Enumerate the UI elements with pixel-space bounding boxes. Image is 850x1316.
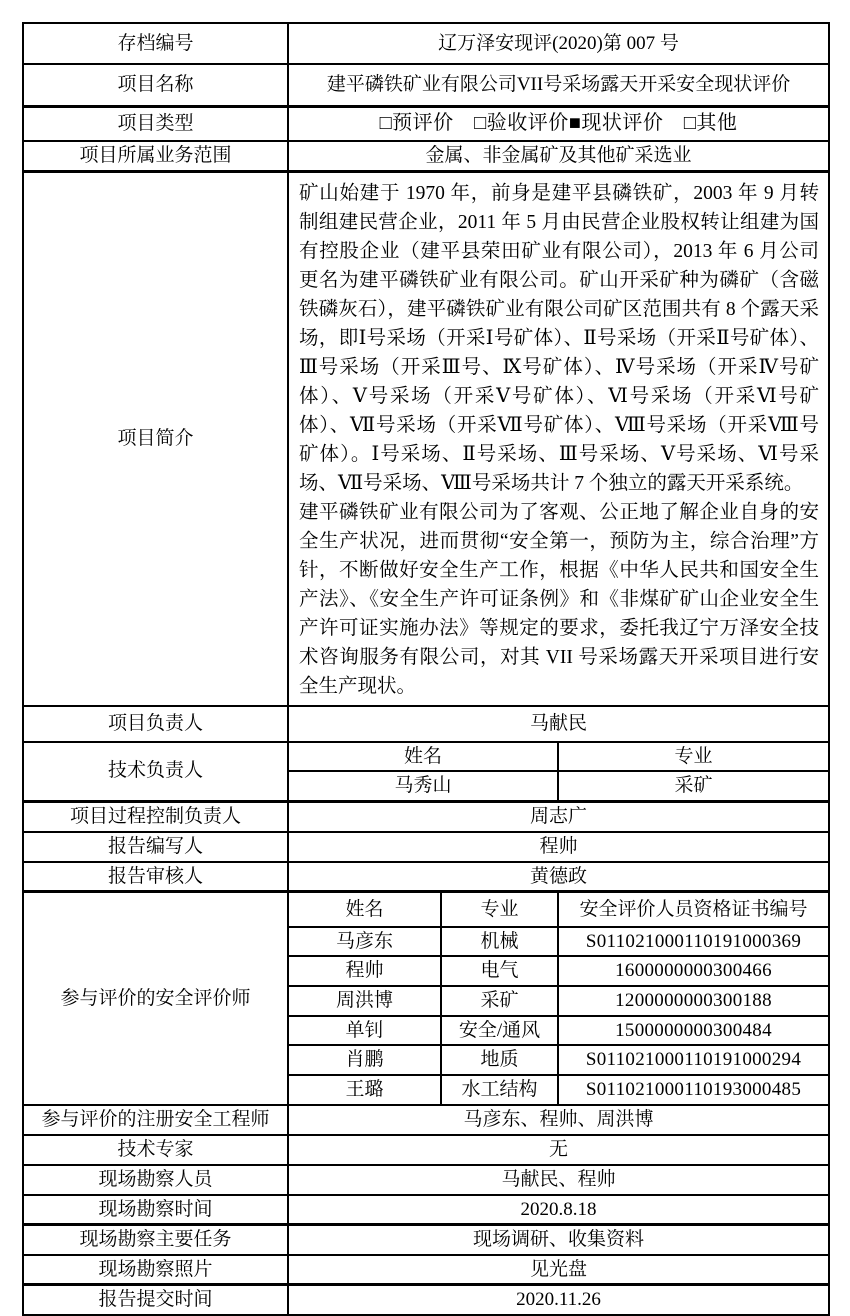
evaluator-major: 安全/通风 xyxy=(441,1016,558,1046)
project-intro-text xyxy=(288,171,829,706)
row-business-scope xyxy=(23,141,829,171)
evaluators-header-name: 姓名 xyxy=(288,892,441,927)
project-intro-label: 项目简介 xyxy=(23,171,288,706)
row-tech-leader-headers xyxy=(23,742,829,772)
tech-experts-value: 无 xyxy=(288,1135,829,1165)
survey-tasks-value: 现场调研、收集资料 xyxy=(288,1225,829,1255)
evaluator-major: 电气 xyxy=(441,956,558,986)
row-archive-no xyxy=(23,23,829,64)
row-evaluators-header xyxy=(23,892,829,927)
row-report-submit-time xyxy=(23,1285,829,1315)
archive-no-label: 存档编号 xyxy=(23,23,288,64)
report-writer-label: 报告编写人 xyxy=(23,832,288,862)
project-intro-paragraph-1: 矿山始建于 1970 年，前身是建平县磷铁矿，2003 年 9 月转制组建民营企业，2011 年 5 月由民营企业股权转让组建为国有控股企业（建平县荣田矿业有限公司），2013 年 6 月公司更名为建平磷铁矿业有限公司。矿山开采矿种为磷矿（含磁铁磷灰石），建平磷铁矿业有限公司矿区范围共有 8 个露天采场，即Ⅰ号采场（开采Ⅰ号矿体）、Ⅱ号采场（开采Ⅱ号矿体）、Ⅲ号采场（开采Ⅲ号、Ⅸ号矿体）、Ⅳ号采场（开采Ⅳ号矿体）、Ⅴ号采场（开采Ⅴ号矿体）、Ⅵ号采场（开采Ⅵ号矿体）、Ⅶ号采场（开采Ⅶ号矿体）、Ⅷ号采场（开采Ⅷ号矿体）。Ⅰ号采场、Ⅱ号采场、Ⅲ号采场、Ⅴ号采场、Ⅵ号采场、Ⅶ号采场、Ⅷ号采场共计 7 个独立的露天开采系统。 xyxy=(299,182,820,494)
tech-leader-major-header: 专业 xyxy=(558,742,829,772)
process-control-value: 周志广 xyxy=(288,801,829,831)
report-reviewer-value: 黄德政 xyxy=(288,862,829,892)
report-reviewer-label: 报告审核人 xyxy=(23,862,288,892)
evaluator-name: 程帅 xyxy=(288,956,441,986)
evaluator-cert-no: 1600000000300466 xyxy=(558,956,829,986)
project-intro-paragraph-2: 建平磷铁矿业有限公司为了客观、公正地了解企业自身的安全生产状况，进而贯彻“安全第一，预防为主，综合治理”方针，不断做好安全生产工作，根据《中华人民共和国安全生产法》、《安全生产许可证条例》和《非煤矿矿山企业安全生产许可证实施办法》等规定的要求，委托我辽宁万泽安全技术咨询服务有限公司，对其 VII 号采场露天开采项目进行安全生产现状。 xyxy=(299,501,820,697)
survey-tasks-label: 现场勘察主要任务 xyxy=(23,1225,288,1255)
project-type-label: 项目类型 xyxy=(23,106,288,141)
project-leader-label: 项目负责人 xyxy=(23,706,288,742)
evaluator-cert-no: 1500000000300484 xyxy=(558,1016,829,1046)
survey-staff-value: 马献民、程帅 xyxy=(288,1165,829,1195)
business-scope-value: 金属、非金属矿及其他矿采选业 xyxy=(288,141,829,171)
process-control-label: 项目过程控制负责人 xyxy=(23,801,288,831)
evaluator-name: 周洪博 xyxy=(288,986,441,1016)
project-type-checkboxes: □预评价 □验收评价■现状评价 □其他 xyxy=(288,106,829,141)
survey-photos-label: 现场勘察照片 xyxy=(23,1255,288,1285)
report-writer-value: 程帅 xyxy=(288,832,829,862)
tech-leader-name-header: 姓名 xyxy=(288,742,558,772)
project-leader-value: 马献民 xyxy=(288,706,829,742)
project-name-label: 项目名称 xyxy=(23,64,288,106)
row-project-intro xyxy=(23,171,829,706)
evaluator-major: 采矿 xyxy=(441,986,558,1016)
row-project-name xyxy=(23,64,829,106)
report-submit-time-label: 报告提交时间 xyxy=(23,1285,288,1315)
evaluator-cert-no: 1200000000300188 xyxy=(558,986,829,1016)
archive-no-value: 辽万泽安现评(2020)第 007 号 xyxy=(288,23,829,64)
row-survey-photos xyxy=(23,1255,829,1285)
evaluator-name: 王璐 xyxy=(288,1075,441,1105)
tech-experts-label: 技术专家 xyxy=(23,1135,288,1165)
evaluator-cert-no: S011021000110191000294 xyxy=(558,1045,829,1075)
evaluator-cert-no: S011021000110191000369 xyxy=(558,927,829,957)
evaluator-major: 机械 xyxy=(441,927,558,957)
evaluator-cert-no: S011021000110193000485 xyxy=(558,1075,829,1105)
survey-time-label: 现场勘察时间 xyxy=(23,1195,288,1225)
registered-engineers-label: 参与评价的注册安全工程师 xyxy=(23,1105,288,1135)
tech-leader-major: 采矿 xyxy=(558,771,829,801)
evaluator-name: 肖鹏 xyxy=(288,1045,441,1075)
row-project-type xyxy=(23,106,829,141)
evaluators-header-cert-no: 安全评价人员资格证书编号 xyxy=(558,892,829,927)
evaluators-header-major: 专业 xyxy=(441,892,558,927)
row-report-writer xyxy=(23,832,829,862)
business-scope-label: 项目所属业务范围 xyxy=(23,141,288,171)
evaluator-major: 地质 xyxy=(441,1045,558,1075)
evaluators-label: 参与评价的安全评价师 xyxy=(23,892,288,1105)
tech-leader-name: 马秀山 xyxy=(288,771,558,801)
row-tech-experts xyxy=(23,1135,829,1165)
survey-staff-label: 现场勘察人员 xyxy=(23,1165,288,1195)
registered-engineers-value: 马彦东、程帅、周洪博 xyxy=(288,1105,829,1135)
row-survey-time xyxy=(23,1195,829,1225)
report-submit-time-value: 2020.11.26 xyxy=(288,1285,829,1315)
evaluator-name: 单钊 xyxy=(288,1016,441,1046)
evaluator-major: 水工结构 xyxy=(441,1075,558,1105)
row-process-control xyxy=(23,801,829,831)
row-survey-staff xyxy=(23,1165,829,1195)
project-name-value: 建平磷铁矿业有限公司VII号采场露天开采安全现状评价 xyxy=(288,64,829,106)
survey-photos-value: 见光盘 xyxy=(288,1255,829,1285)
project-info-table xyxy=(22,22,830,1316)
row-report-reviewer xyxy=(23,862,829,892)
row-survey-tasks xyxy=(23,1225,829,1255)
evaluator-name: 马彦东 xyxy=(288,927,441,957)
survey-time-value: 2020.8.18 xyxy=(288,1195,829,1225)
tech-leader-label: 技术负责人 xyxy=(23,742,288,802)
row-project-leader xyxy=(23,706,829,742)
row-registered-engineers xyxy=(23,1105,829,1135)
document-sheet xyxy=(22,22,830,1316)
